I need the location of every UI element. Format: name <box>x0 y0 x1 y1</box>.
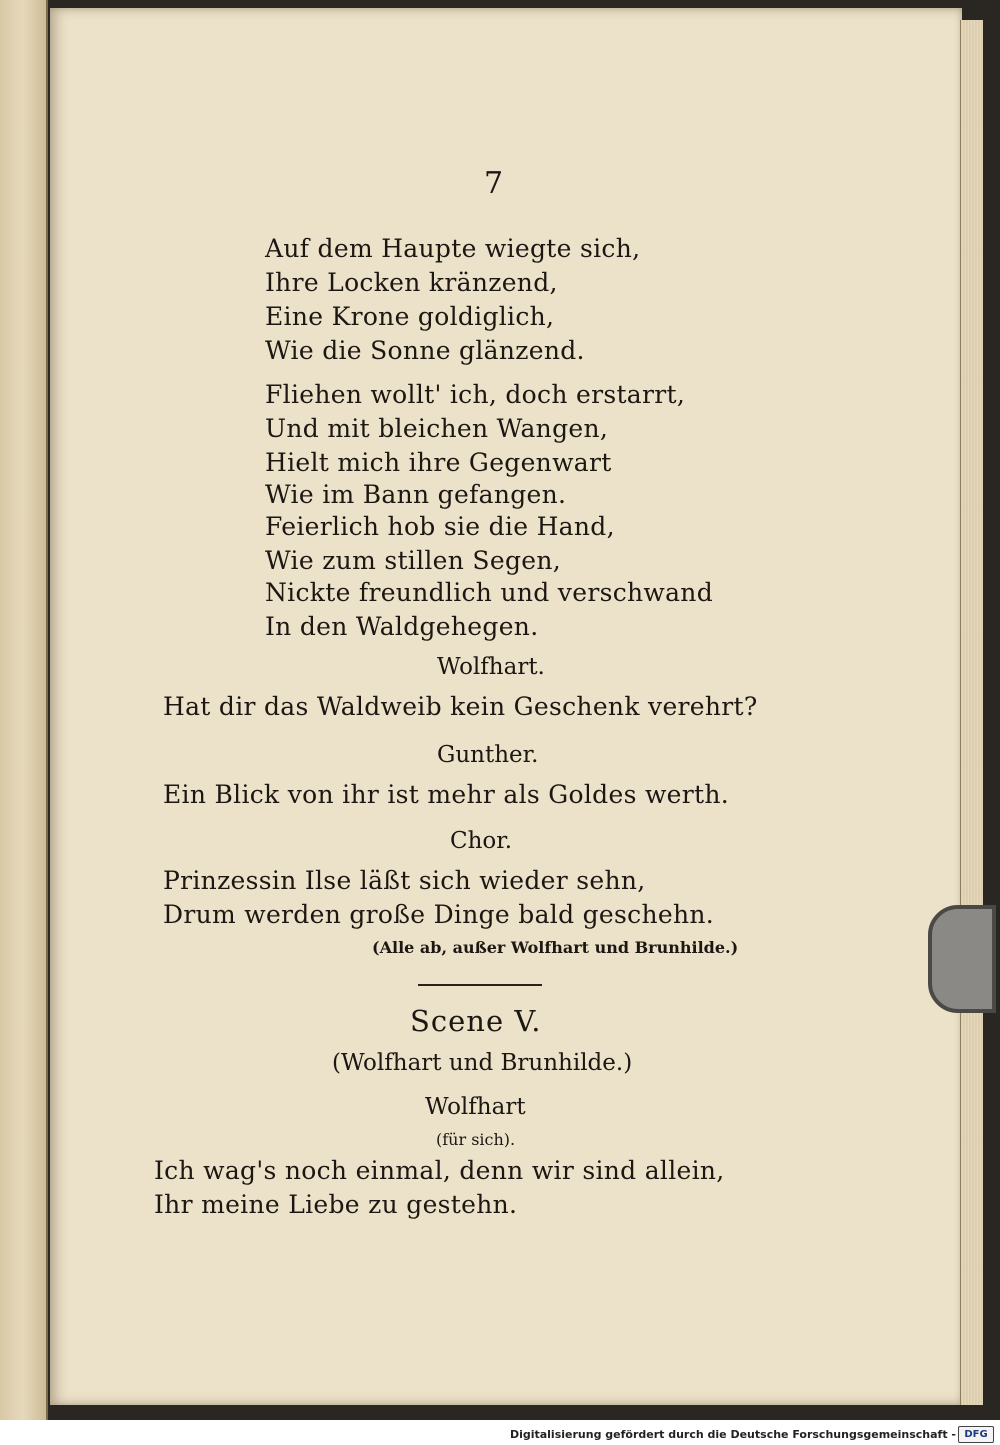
verse-line: Und mit bleichen Wangen, <box>265 414 609 443</box>
verse-line: Fliehen wollt' ich, doch erstarrt, <box>265 380 686 409</box>
verse-line: Wie die Sonne glänzend. <box>265 336 585 365</box>
facing-page-edge <box>0 0 48 1420</box>
verse-line: Feierlich hob sie die Hand, <box>265 512 615 541</box>
page-stack-edge <box>960 20 983 1405</box>
speaker-name: Gunther. <box>437 742 539 768</box>
speaker-name: Wolfhart. <box>437 654 545 680</box>
scene-heading: Scene V. <box>410 1004 542 1038</box>
footer-credit: Digitalisierung gefördert durch die Deutsche Forschungsgemeinschaft - <box>509 1428 956 1441</box>
verse-line: Ihre Locken kränzend, <box>265 268 558 297</box>
verse-line: Auf dem Haupte wiegte sich, <box>265 234 641 263</box>
dialogue-line: Prinzessin Ilse läßt sich wieder sehn, <box>163 866 646 895</box>
section-divider <box>418 984 542 986</box>
speaker-name: Wolfhart <box>425 1094 526 1120</box>
scene-persons: (Wolfhart und Brunhilde.) <box>332 1050 633 1076</box>
verse-line: Nickte freundlich und verschwand <box>265 578 714 607</box>
dialogue-line: Drum werden große Dinge bald geschehn. <box>163 900 714 929</box>
aside-direction: (für sich). <box>436 1130 516 1149</box>
dialogue-line: Ein Blick von ihr ist mehr als Goldes werth. <box>163 780 729 809</box>
verse-line: Wie im Bann gefangen. <box>265 480 567 509</box>
dfg-logo: DFG <box>958 1426 994 1443</box>
verse-line: In den Waldgehegen. <box>265 612 539 641</box>
stage-direction: (Alle ab, außer Wolfhart und Brunhilde.) <box>372 938 739 957</box>
thumb-tab <box>928 905 996 1013</box>
verse-line: Wie zum stillen Segen, <box>265 546 561 575</box>
dialogue-line: Ihr meine Liebe zu gestehn. <box>154 1190 518 1219</box>
verse-line: Hielt mich ihre Gegenwart <box>265 448 612 477</box>
dialogue-line: Ich wag's noch einmal, denn wir sind allein, <box>154 1156 725 1185</box>
dialogue-line: Hat dir das Waldweib kein Geschenk verehrt? <box>163 692 758 721</box>
page-number: 7 <box>484 166 504 201</box>
verse-line: Eine Krone goldiglich, <box>265 302 555 331</box>
speaker-name: Chor. <box>450 828 513 854</box>
